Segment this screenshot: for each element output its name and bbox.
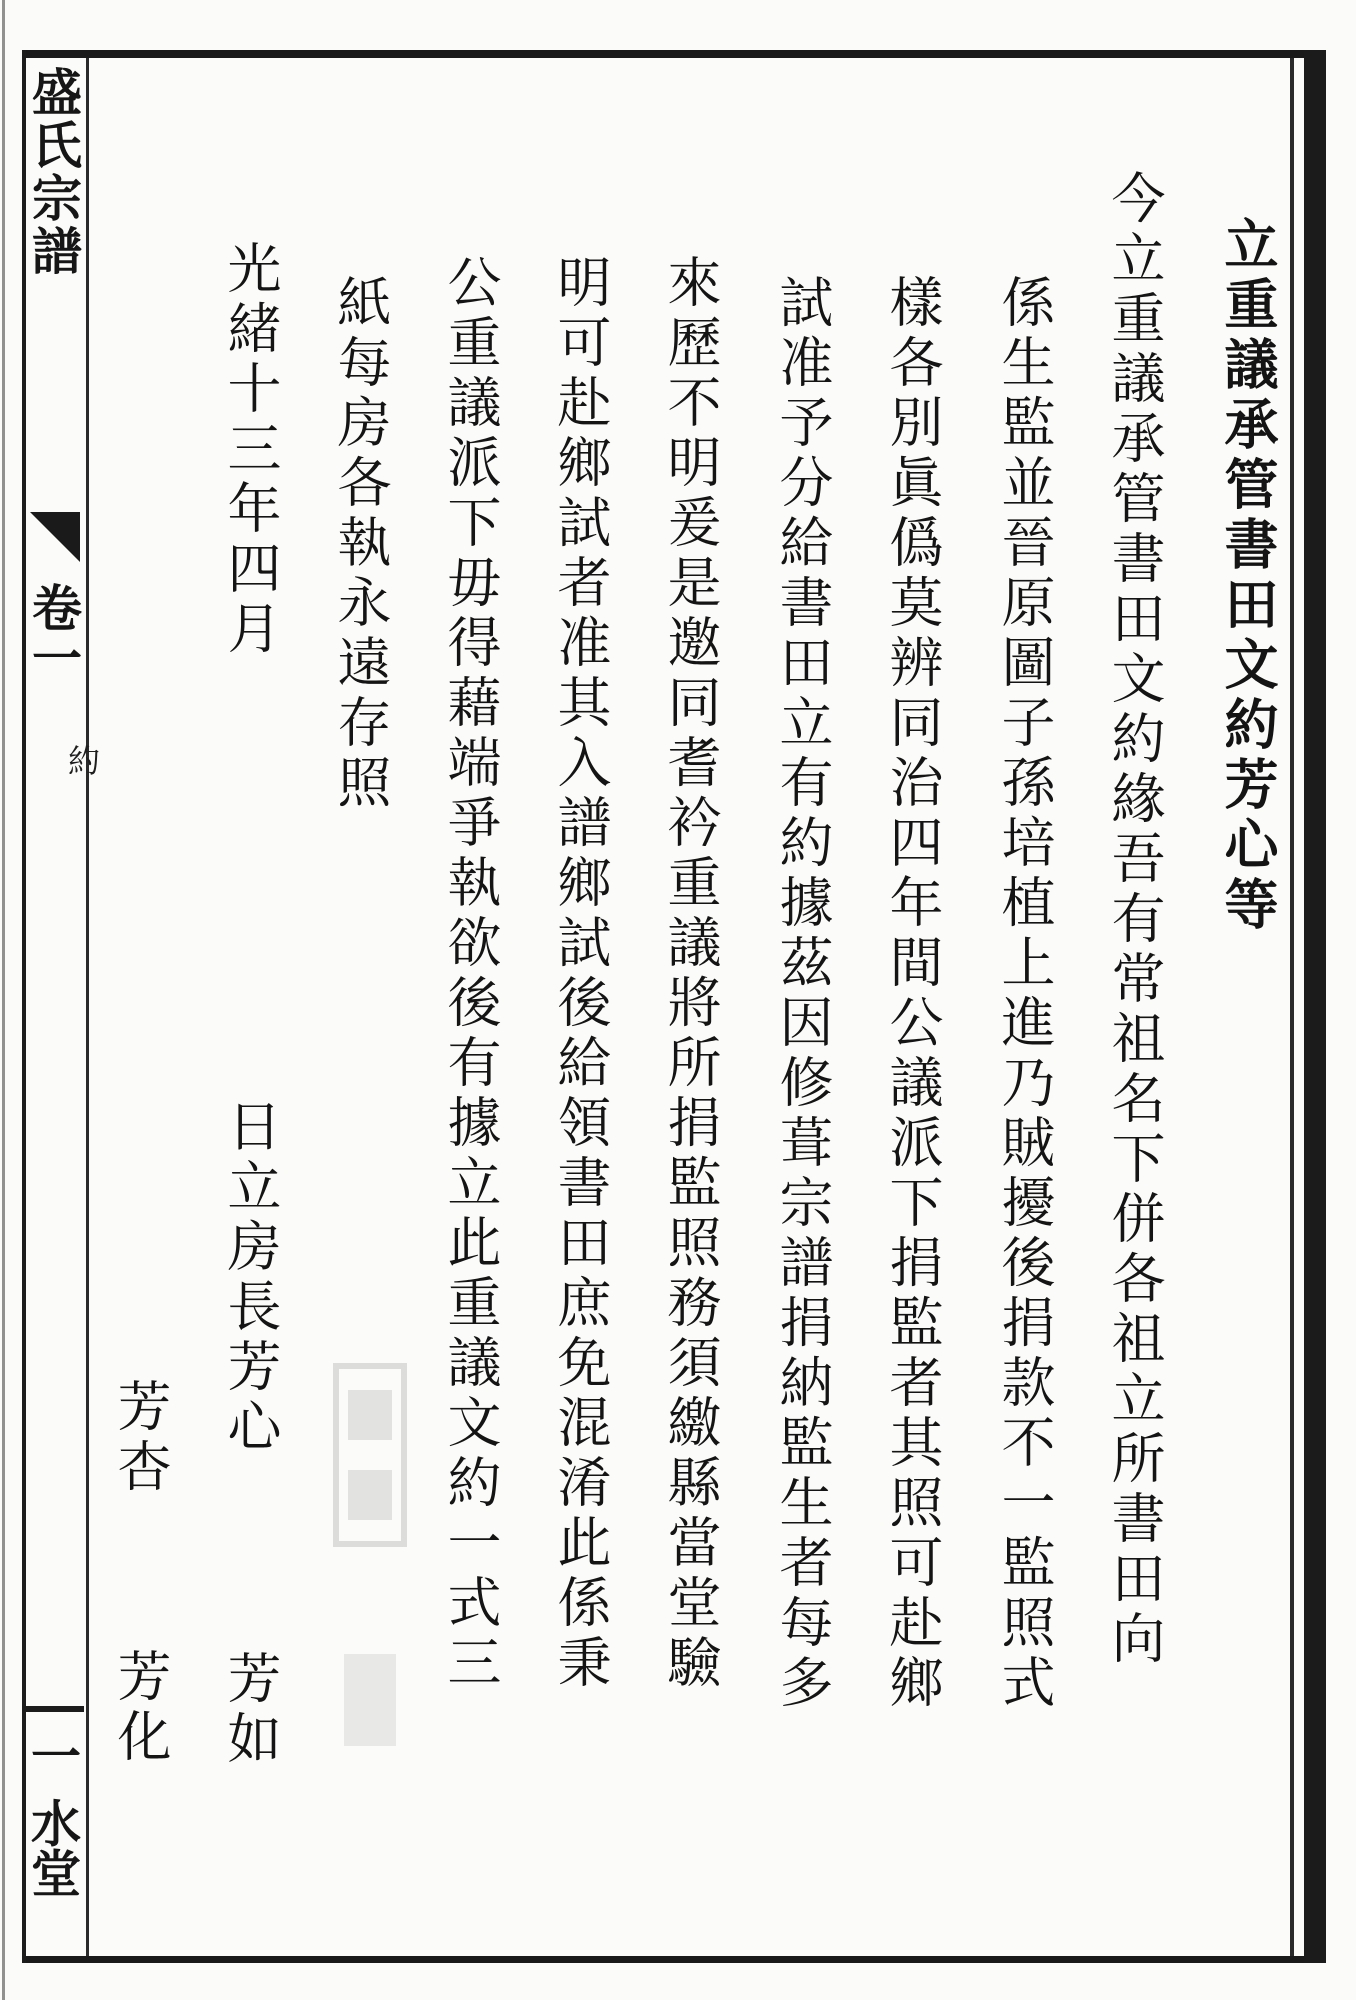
- document-title: 立重議承管書田文約芳心等: [1216, 216, 1280, 936]
- fish-tail-mark-icon: [26, 508, 84, 566]
- frame-right-inner-rule: [1290, 58, 1294, 1956]
- frame-top-border: [22, 50, 1324, 58]
- signatory: 芳如: [219, 1650, 282, 1770]
- frame-bottom-border: [22, 1956, 1324, 1963]
- center-column-panel: [0, 58, 88, 1956]
- frame-right-border: [1304, 50, 1326, 1963]
- signatory-head-of-branch: 日立房長芳心: [219, 1098, 282, 1458]
- text-column: 紙每房各執永遠存照: [329, 274, 392, 814]
- faded-seal-impression-lower: [330, 1640, 410, 1760]
- faded-seal-impression: [330, 1360, 410, 1550]
- text-column: 係生監並晉原圖子孫培植上進乃賊擾後捐款不一監照式: [993, 274, 1056, 1714]
- text-column: 今立重議承管書田文約緣吾有常祖名下併各祖立所書田向: [1103, 170, 1166, 1670]
- document-date: 光緒十三年四月: [219, 240, 282, 660]
- text-column: 公重議派下毋得藉端爭執欲後有據立此重議文約一式三: [439, 254, 502, 1694]
- spine-title: 盛氏宗譜: [24, 66, 83, 278]
- text-column: 樣各別眞僞莫辨同治四年間公議派下捐監者其照可赴鄉: [881, 274, 944, 1714]
- signatory: 芳杏: [109, 1378, 172, 1498]
- signatory: 芳化: [109, 1648, 172, 1768]
- spine-volume: 卷一: [24, 582, 83, 682]
- spine-hall-name: 一 水堂: [23, 1730, 82, 1898]
- spine-section: 約: [63, 744, 101, 776]
- spine-divider: [22, 1706, 84, 1712]
- text-column: 來歷不明爰是邀同耆衿重議將所捐監照務須繳縣當堂驗: [659, 254, 722, 1694]
- text-column: 明可赴鄉試者准其入譜鄉試後給領書田庶免混淆此係秉: [549, 254, 612, 1694]
- text-column: 試准予分給書田立有約據茲因修葺宗譜捐納監生者每多: [771, 274, 834, 1714]
